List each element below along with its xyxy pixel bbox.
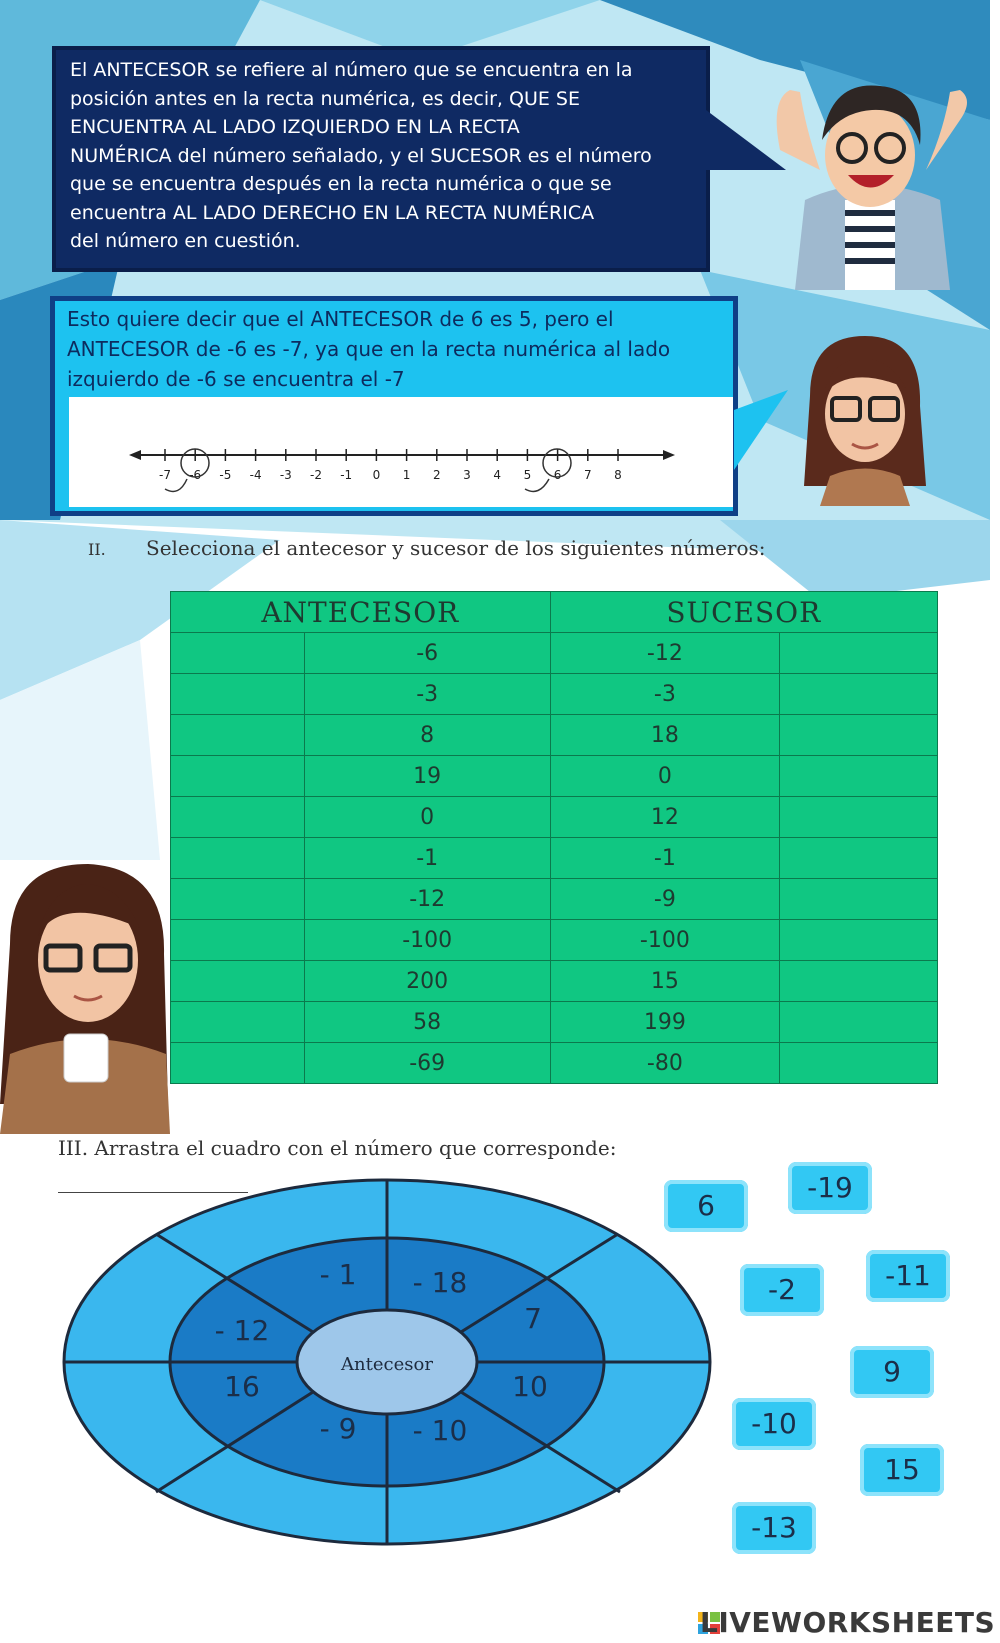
example-bubble bbox=[50, 296, 738, 516]
drag-tile-5[interactable]: 9 bbox=[850, 1346, 934, 1398]
intro-definition-bubble bbox=[52, 46, 710, 272]
number-line-panel bbox=[69, 397, 733, 507]
sucesor-number-cell: 18 bbox=[550, 715, 780, 756]
sucesor-number-cell: -1 bbox=[550, 838, 780, 879]
number-line-label: -5 bbox=[219, 468, 232, 482]
antecesor-answer-cell[interactable] bbox=[171, 674, 305, 715]
wheel-slot-4[interactable]: 10 bbox=[512, 1370, 548, 1403]
sucesor-answer-cell[interactable] bbox=[780, 1002, 938, 1043]
antecesor-answer-cell[interactable] bbox=[171, 1002, 305, 1043]
intro-line-6: encuentra AL LADO DERECHO EN LA RECTA NUMÉRICA bbox=[70, 201, 595, 224]
intro-line-5: que se encuentra después en la recta numérica o que se bbox=[70, 173, 612, 195]
number-line bbox=[69, 397, 733, 507]
sucesor-answer-cell[interactable] bbox=[780, 838, 938, 879]
example-line-2: ANTECESOR de -6 es -7, ya que en la recta numérica al lado bbox=[67, 337, 671, 361]
number-line-label: 2 bbox=[432, 468, 441, 482]
antecesor-number-cell: -100 bbox=[304, 920, 550, 961]
antecesor-number-cell: -1 bbox=[304, 838, 550, 879]
number-line-label: -7 bbox=[159, 468, 171, 482]
sucesor-number-cell: 199 bbox=[550, 1002, 780, 1043]
sucesor-answer-cell[interactable] bbox=[780, 961, 938, 1002]
antecesor-answer-cell[interactable] bbox=[171, 838, 305, 879]
sucesor-answer-cell[interactable] bbox=[780, 756, 938, 797]
wheel-slot-8[interactable]: - 12 bbox=[214, 1314, 270, 1347]
table-row bbox=[171, 879, 938, 920]
section-two-title: Selecciona el antecesor y sucesor de los siguientes números: bbox=[146, 536, 766, 560]
sucesor-answer-cell[interactable] bbox=[780, 715, 938, 756]
wheel-slot-5[interactable]: - 10 bbox=[412, 1414, 468, 1447]
sucesor-number-cell: -100 bbox=[550, 920, 780, 961]
antecesor-answer-cell[interactable] bbox=[171, 961, 305, 1002]
header-sucesor: SUCESOR bbox=[550, 592, 937, 633]
antecesor-answer-cell[interactable] bbox=[171, 633, 305, 674]
drag-tile-7[interactable]: 15 bbox=[860, 1444, 944, 1496]
sucesor-number-cell: -12 bbox=[550, 633, 780, 674]
table-row bbox=[171, 961, 938, 1002]
table-row bbox=[171, 633, 938, 674]
antecesor-wheel bbox=[60, 1174, 714, 1550]
drag-tile-3[interactable]: -2 bbox=[740, 1264, 824, 1316]
avatar-cheering-icon bbox=[760, 60, 980, 290]
table-row bbox=[171, 674, 938, 715]
table-header-row bbox=[171, 592, 938, 633]
number-line-label: -2 bbox=[310, 468, 322, 482]
number-line-label: 6 bbox=[553, 468, 562, 482]
number-line-label: 5 bbox=[523, 468, 532, 482]
antecesor-number-cell: -69 bbox=[304, 1043, 550, 1084]
number-line-label: -4 bbox=[249, 468, 262, 482]
table-row bbox=[171, 797, 938, 838]
drag-tile-1[interactable]: 6 bbox=[664, 1180, 748, 1232]
sucesor-answer-cell[interactable] bbox=[780, 879, 938, 920]
number-line-label: -3 bbox=[279, 468, 292, 482]
intro-line-3: ENCUENTRA AL LADO IZQUIERDO EN LA RECTA bbox=[70, 116, 520, 138]
drag-tile-8[interactable]: -13 bbox=[732, 1502, 816, 1554]
number-line-label: 0 bbox=[372, 468, 381, 482]
antecesor-answer-cell[interactable] bbox=[171, 1043, 305, 1084]
sucesor-number-cell: -9 bbox=[550, 879, 780, 920]
antecesor-number-cell: 200 bbox=[304, 961, 550, 1002]
avatar-winking-icon bbox=[790, 336, 940, 506]
drag-tile-4[interactable]: -11 bbox=[866, 1250, 950, 1302]
antecesor-answer-cell[interactable] bbox=[171, 715, 305, 756]
number-line-label: 8 bbox=[614, 468, 622, 482]
number-line-label: 1 bbox=[402, 468, 411, 482]
sucesor-number-cell: -80 bbox=[550, 1043, 780, 1084]
liveworksheets-logo[interactable]: LIVEWORKSHEETS bbox=[700, 1606, 996, 1639]
table-row bbox=[171, 838, 938, 879]
antecesor-number-cell: 8 bbox=[304, 715, 550, 756]
avatar-thinking-icon bbox=[0, 864, 170, 1134]
sucesor-answer-cell[interactable] bbox=[780, 674, 938, 715]
table-row bbox=[171, 715, 938, 756]
number-line-label: 7 bbox=[583, 468, 592, 482]
table-row bbox=[171, 1002, 938, 1043]
wheel-center-label: Antecesor bbox=[341, 1354, 433, 1375]
sucesor-answer-cell[interactable] bbox=[780, 1043, 938, 1084]
wheel-slot-7[interactable]: 16 bbox=[224, 1370, 260, 1403]
antecesor-number-cell: 58 bbox=[304, 1002, 550, 1043]
wheel-slot-3[interactable]: 7 bbox=[524, 1302, 542, 1335]
sucesor-answer-cell[interactable] bbox=[780, 633, 938, 674]
sucesor-answer-cell[interactable] bbox=[780, 797, 938, 838]
number-line-label: 3 bbox=[463, 468, 471, 482]
number-line-label: -6 bbox=[189, 468, 202, 482]
wheel-slot-1[interactable]: - 1 bbox=[319, 1258, 357, 1291]
antecesor-number-cell: -12 bbox=[304, 879, 550, 920]
antecesor-number-cell: 19 bbox=[304, 756, 550, 797]
table-row bbox=[171, 1043, 938, 1084]
sucesor-number-cell: 0 bbox=[550, 756, 780, 797]
antecesor-answer-cell[interactable] bbox=[171, 879, 305, 920]
table-row bbox=[171, 920, 938, 961]
antecesor-number-cell: 0 bbox=[304, 797, 550, 838]
number-line-label: 4 bbox=[493, 468, 502, 482]
sucesor-number-cell: 12 bbox=[550, 797, 780, 838]
intro-line-1: El ANTECESOR se refiere al número que se encuentra en la bbox=[70, 59, 633, 81]
antecesor-answer-cell[interactable] bbox=[171, 797, 305, 838]
antecesor-answer-cell[interactable] bbox=[171, 756, 305, 797]
intro-line-4: NUMÉRICA del número señalado, y el SUCESOR es el número bbox=[70, 144, 652, 167]
example-line-1: Esto quiere decir que el ANTECESOR de 6 es 5, pero el bbox=[67, 307, 614, 331]
drag-tile-6[interactable]: -10 bbox=[732, 1398, 816, 1450]
wheel-slot-2[interactable]: - 18 bbox=[412, 1266, 468, 1299]
intro-line-2: posición antes en la recta numérica, es decir, QUE SE bbox=[70, 87, 580, 110]
sucesor-number-cell: 15 bbox=[550, 961, 780, 1002]
speech-tail-cyan bbox=[734, 390, 794, 490]
table-row bbox=[171, 756, 938, 797]
wheel-slot-6[interactable]: - 9 bbox=[319, 1412, 357, 1445]
sucesor-number-cell: -3 bbox=[550, 674, 780, 715]
header-antecesor: ANTECESOR bbox=[171, 592, 551, 633]
sucesor-answer-cell[interactable] bbox=[780, 920, 938, 961]
antecesor-number-cell: -6 bbox=[304, 633, 550, 674]
section-three-title: III. Arrastra el cuadro con el número que corresponde: bbox=[58, 1136, 617, 1160]
antecesor-number-cell: -3 bbox=[304, 674, 550, 715]
number-line-label: -1 bbox=[340, 468, 353, 482]
drag-tile-2[interactable]: -19 bbox=[788, 1162, 872, 1214]
section-two-number: II. bbox=[88, 540, 106, 559]
intro-line-7: del número en cuestión. bbox=[70, 230, 301, 252]
example-line-3: izquierdo de -6 se encuentra el -7 bbox=[67, 367, 405, 391]
antecesor-answer-cell[interactable] bbox=[171, 920, 305, 961]
antecesor-sucesor-table bbox=[170, 591, 938, 1084]
